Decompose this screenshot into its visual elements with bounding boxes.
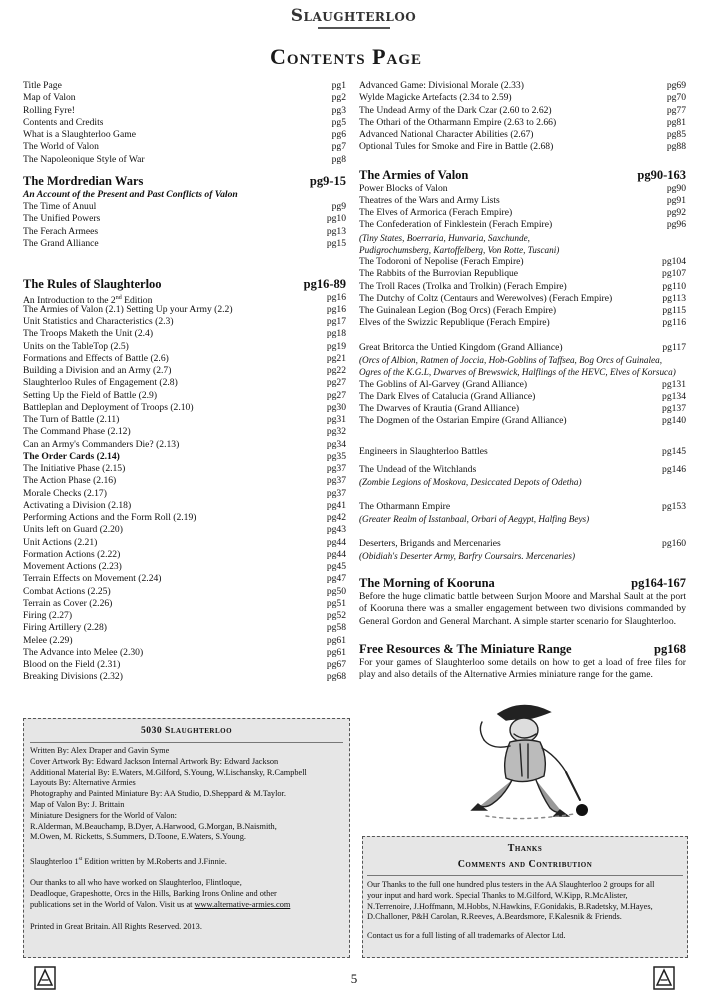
toc-entry-title: Theatres of the Wars and Army Lists	[359, 194, 500, 206]
credits-line: Photography and Painted Miniature By: AA Studio, D.Sheppard & M.Taylor.	[30, 789, 286, 799]
toc-entry-page: pg107	[662, 268, 686, 280]
toc-entry-page: pg2	[331, 92, 346, 104]
toc-entry[interactable]	[23, 92, 346, 104]
toc-entry[interactable]	[23, 671, 346, 683]
toc-entry[interactable]	[23, 129, 346, 141]
toc-entry[interactable]	[23, 117, 346, 129]
section-heading-mordredian: The Mordredian Wars pg9-15	[23, 173, 346, 188]
toc-entry[interactable]	[23, 390, 346, 402]
toc-entry[interactable]	[23, 500, 346, 512]
toc-entry[interactable]	[23, 402, 346, 414]
toc-entry-page: pg37	[326, 475, 346, 487]
toc-entry-title: Performing Actions and the Form Roll (2.19)	[23, 512, 197, 523]
toc-entry[interactable]	[359, 281, 686, 293]
toc-entry-page: pg140	[662, 415, 686, 427]
toc-entry-page: pg32	[326, 426, 346, 438]
toc-entry[interactable]	[23, 647, 346, 659]
toc-entry-title: The Action Phase (2.16)	[23, 475, 117, 487]
toc-entry[interactable]: The Otharmann Empire pg153	[359, 500, 686, 512]
toc-entry[interactable]	[23, 353, 346, 365]
toc-entry[interactable]	[359, 183, 686, 195]
credits-line: Cover Artwork By: Edward Jackson Internal Artwork By: Edward Jackson	[30, 756, 279, 766]
credits-thanks-line: Our thanks to all who have worked on Slaughterloo, Flintloque,	[30, 878, 242, 888]
toc-entry[interactable]	[359, 129, 686, 141]
toc-entry-title: Advanced National Character Abilities (2.67)	[359, 129, 534, 140]
toc-entry-page: pg8	[331, 153, 346, 165]
toc-entry-title: The Advance into Melee (2.30)	[23, 646, 144, 658]
toc-entry-title: The Turn of Battle (2.11)	[23, 414, 120, 425]
toc-entry-title: The Confederation of Finklestein (Ferach Empire)	[359, 219, 553, 231]
toc-entry[interactable]	[359, 219, 686, 231]
toc-entry-title: Formations and Effects of Battle (2.6)	[23, 352, 169, 364]
toc-entry-page: pg85	[666, 129, 686, 140]
thanks-line: N.Terrenoire, J.Hoffmann, M.Hobbs, N.Hawkins, F.Gonidakis, B.Radetsky, M.Hayes,	[367, 901, 653, 911]
toc-entry[interactable]	[23, 213, 346, 225]
toc-entry[interactable]	[23, 316, 346, 328]
toc-entry[interactable]	[23, 622, 346, 634]
army-note: (Zombie Legions of Moskova, Desiccated Depots of Odetha)	[359, 477, 582, 488]
credits-first-edition: Slaughterloo 1st Edition written by M.Roberts and J.Finnie.	[30, 855, 227, 866]
toc-entry-title: Firing (2.27)	[23, 610, 73, 621]
alternative-armies-logo-icon	[653, 966, 675, 990]
section-subtitle: An Account of the Present and Past Conflicts of Valon	[23, 188, 238, 200]
toc-entry[interactable]	[359, 117, 686, 129]
toc-entry-title: The Undead Army of the Dark Czar (2.60 to 2.62)	[359, 104, 552, 116]
toc-entry[interactable]: Engineers in Slaughterloo Battles pg145	[359, 445, 686, 457]
toc-entry-title: The Grand Alliance	[23, 237, 99, 249]
credits-line: Additional Material By: E.Waters, M.Gilford, S.Young, W.Lischansky, R.Campbell	[30, 767, 307, 777]
toc-entry-page: pg17	[326, 316, 346, 327]
toc-entry-title: Melee (2.29)	[23, 634, 73, 646]
thanks-subtitle: Comments and Contribution	[457, 859, 593, 870]
toc-entry-title: Unit Statistics and Characteristics (2.3)	[23, 316, 174, 327]
toc-entry-page: pg91	[666, 194, 686, 206]
toc-entry-title: An Introduction to the 2nd Edition	[23, 294, 153, 304]
toc-entry-title: Can an Army's Commanders Die? (2.13)	[23, 438, 180, 450]
toc-entry-title: Units on the TableTop (2.5)	[23, 340, 129, 352]
toc-entry-title: Morale Checks (2.17)	[23, 487, 107, 499]
toc-entry[interactable]	[23, 201, 346, 213]
toc-entry-page: pg77	[666, 104, 686, 116]
toc-entry-title: The Dwarves of Krautia (Grand Alliance)	[359, 403, 520, 414]
toc-entry[interactable]	[23, 439, 346, 451]
section-heading-kooruna: The Morning of Kooruna pg164-167	[359, 576, 686, 590]
credits-thanks-line: Deadloque, Grapeshotte, Orcs in the Hills, Barking Irons Online and other	[30, 889, 277, 899]
toc-entry[interactable]	[359, 317, 686, 329]
toc-entry-title: Terrain as Cover (2.26)	[23, 597, 113, 609]
contents-right-column	[359, 80, 686, 681]
credits-box	[23, 718, 350, 958]
toc-entry-title: Formation Actions (2.22)	[23, 548, 121, 560]
kooruna-description: Before the huge climatic battle between Surjon Moore and Marshal Sault at the port of Kooruna there was a smaller engagement between two divisions commanded by General Gordon and General Marchant. A simple starter scenario for Slaughterloo.	[359, 591, 686, 627]
toc-entry-page: pg27	[326, 377, 346, 389]
toc-entry-title: Setting Up the Field of Battle (2.9)	[23, 389, 158, 401]
slaughterloo-logo: Slaughterloo	[290, 6, 417, 26]
toc-entry-page: pg110	[662, 280, 686, 292]
toc-entry-title: Battleplan and Deployment of Troops (2.10)	[23, 401, 194, 413]
toc-entry-title: The Unified Powers	[23, 213, 101, 225]
toc-entry[interactable]	[23, 549, 346, 561]
toc-entry[interactable]	[23, 304, 346, 316]
thanks-line: Our Thanks to the full one hundred plus testers in the AA Slaughterloo 2 groups for all	[367, 880, 655, 889]
toc-entry-page: pg37	[326, 463, 346, 474]
toc-entry[interactable]	[359, 391, 686, 403]
thanks-contact: Contact us for a full listing of all trademarks of Alector Ltd.	[367, 931, 566, 941]
toc-entry-title: The Troll Races (Trolka and Trolkin) (Ferach Empire)	[359, 280, 567, 292]
toc-entry-title: The Elves of Armorica (Ferach Empire)	[359, 207, 513, 218]
toc-entry-title: Building a Division and an Army (2.7)	[23, 365, 172, 376]
toc-entry[interactable]	[23, 238, 346, 250]
contents-left-column	[23, 80, 346, 684]
credits-divider	[30, 742, 343, 743]
toc-entry-page: pg45	[326, 561, 346, 572]
toc-entry[interactable]	[23, 341, 346, 353]
toc-entry-title: The Armies of Valon (2.1) Setting Up your Army (2.2)	[23, 303, 233, 315]
credits-thanks-line: publications set in the World of Valon. Visit us at www.alternative-armies.com	[30, 899, 291, 909]
toc-entry[interactable]	[23, 365, 346, 377]
toc-entry[interactable]	[23, 573, 346, 585]
toc-entry-page: pg50	[326, 585, 346, 597]
toc-entry-title: Terrain Effects on Movement (2.24)	[23, 573, 162, 585]
toc-entry-page: pg16	[326, 303, 346, 315]
toc-entry[interactable]	[359, 141, 686, 153]
toc-entry[interactable]	[359, 105, 686, 117]
toc-entry-title: The Order Cards (2.14)	[23, 450, 120, 462]
toc-entry-title: Combat Actions (2.25)	[23, 585, 111, 597]
toc-entry-page: pg21	[326, 352, 346, 364]
credits-line: Map of Valon By: J. Brittain	[30, 799, 125, 809]
toc-entry-page: pg27	[326, 389, 346, 401]
toc-entry-title: Contents and Credits	[23, 116, 104, 128]
toc-entry-title: Power Blocks of Valon	[359, 182, 448, 194]
toc-entry-page: pg42	[326, 512, 346, 523]
section-heading-resources: Free Resources & The Miniature Range pg168	[359, 641, 686, 656]
toc-entry-page: pg69	[666, 80, 686, 91]
toc-entry-title: The Todoroni of Nepolise (Ferach Empire)	[359, 256, 524, 267]
credits-line: Miniature Designers for the World of Valon:	[30, 810, 177, 820]
toc-entry[interactable]	[23, 463, 346, 475]
toc-entry[interactable]	[23, 635, 346, 647]
toc-entry-page: pg3	[331, 104, 346, 116]
toc-entry[interactable]	[359, 268, 686, 280]
toc-entry[interactable]	[23, 610, 346, 622]
toc-entry-page: pg31	[326, 414, 346, 425]
toc-entry[interactable]	[23, 328, 346, 340]
army-note: (Tiny States, Boerraria, Hunvaria, Saxchunde,	[359, 232, 530, 243]
army-note: (Greater Realm of Isstanbaal, Orbari of Aegypt, Halfing Beys)	[359, 514, 590, 524]
toc-entry-page: pg10	[326, 213, 346, 225]
toc-entry-title: The Dark Elves of Catalucia (Grand Alliance)	[359, 390, 536, 402]
toc-entry-page: pg44	[326, 548, 346, 560]
credits-line: M.Owen, M. Ricketts, S.Summers, D.Toone, E.Waters, S.Young.	[30, 832, 246, 842]
toc-entry-title: Wylde Magicke Artefacts (2.34 to 2.59)	[359, 92, 512, 104]
page-title: Contents Page	[270, 44, 423, 69]
toc-entry-page: pg35	[326, 450, 346, 462]
toc-entry[interactable]	[23, 154, 346, 166]
orc-soldier-illustration	[462, 700, 594, 828]
toc-entry-page: pg88	[666, 141, 686, 153]
section-heading-rules: The Rules of Slaughterloo pg16-89	[23, 276, 346, 291]
army-note: (Obidiah's Deserter Army, Barfry Coursairs. Mercenaries)	[359, 550, 576, 561]
toc-entry[interactable]	[23, 659, 346, 671]
toc-entry-page: pg7	[331, 141, 346, 153]
toc-entry-title: Units left on Guard (2.20)	[23, 524, 123, 536]
toc-entry-title: Movement Actions (2.23)	[23, 561, 122, 572]
toc-entry-page: pg43	[326, 524, 346, 536]
toc-entry-title: The Troops Maketh the Unit (2.4)	[23, 328, 154, 340]
toc-entry-page: pg70	[666, 92, 686, 104]
toc-entry-page: pg18	[326, 328, 346, 340]
toc-entry[interactable]	[359, 195, 686, 207]
toc-entry-page: pg134	[662, 390, 686, 402]
toc-entry-page: pg92	[666, 207, 686, 218]
resources-description: For your games of Slaughterloo some details on how to get a load of free files for play and also details of the Alternative Armies miniature range for the game.	[359, 656, 686, 680]
toc-entry-page: pg22	[326, 365, 346, 376]
toc-entry[interactable]: The Undead of the Witchlands pg146	[359, 464, 686, 475]
thanks-line: your input and hard work. Special Thanks to M.Gilford, W.Kipp, R.McAlister,	[367, 890, 628, 900]
toc-entry-page: pg9	[331, 201, 346, 212]
toc-entry-page: pg19	[326, 340, 346, 352]
toc-entry-page: pg96	[666, 219, 686, 231]
toc-entry-page: pg41	[326, 499, 346, 511]
toc-entry-page: pg104	[662, 256, 686, 267]
toc-entry[interactable]	[359, 403, 686, 415]
toc-entry[interactable]: Great Britorca the Untied Kingdom (Grand Alliance) pg117	[359, 341, 686, 353]
toc-entry-title: The Napoleonique Style of War	[23, 153, 145, 165]
toc-entry[interactable]	[23, 524, 346, 536]
toc-entry-title: The Dogmen of the Ostarian Empire (Grand Alliance)	[359, 415, 567, 427]
thanks-box	[362, 836, 688, 958]
toc-entry-title: Blood on the Field (2.31)	[23, 659, 121, 670]
thanks-divider	[367, 875, 683, 876]
toc-entry[interactable]	[23, 105, 346, 117]
toc-entry-title: The Time of Anuul	[23, 201, 97, 212]
toc-entry[interactable]	[359, 80, 686, 92]
toc-entry-title: The Rabbits of the Burrovian Republique	[359, 268, 519, 280]
toc-entry-title: Rolling Fyre!	[23, 104, 75, 116]
toc-entry-page: pg13	[326, 225, 346, 237]
toc-entry-page: pg131	[662, 378, 686, 390]
toc-entry[interactable]	[23, 537, 346, 549]
toc-entry-page: pg113	[662, 292, 686, 304]
toc-entry[interactable]	[23, 226, 346, 238]
toc-entry-page: pg15	[326, 237, 346, 249]
toc-entry[interactable]	[23, 377, 346, 389]
credits-line: Written By: Alex Draper and Gavin Syme	[30, 746, 170, 755]
toc-entry-title: Optional Tules for Smoke and Fire in Battle (2.68)	[359, 141, 554, 153]
toc-entry[interactable]	[23, 561, 346, 573]
website-link[interactable]: www.alternative-armies.com	[194, 899, 291, 909]
toc-entry[interactable]	[359, 256, 686, 268]
toc-entry-title: Breaking Divisions (2.32)	[23, 671, 123, 683]
section-heading-armies: The Armies of Valon pg90-163	[359, 167, 686, 182]
toc-entry-title: The Othari of the Otharmann Empire (2.63 to 2.66)	[359, 116, 557, 128]
toc-entry-page: pg137	[662, 403, 686, 414]
toc-entry-title: The Command Phase (2.12)	[23, 426, 131, 438]
toc-entry-page: pg37	[326, 487, 346, 499]
toc-entry-page: pg6	[331, 129, 346, 140]
toc-entry-page: pg34	[326, 438, 346, 450]
page-number: 5	[350, 971, 358, 986]
toc-entry-page: pg47	[326, 573, 346, 585]
toc-entry-title: The World of Valon	[23, 141, 99, 153]
thanks-line: D.Challoner, P&H Carolan, R.Reeves, A.Beardsmore, F.Kalesnik & Friends.	[367, 912, 622, 922]
toc-entry[interactable]	[359, 305, 686, 317]
toc-entry[interactable]	[23, 292, 346, 304]
toc-entry-title: What is a Slaughterloo Game	[23, 129, 136, 140]
credits-line: R.Alderman, M.Beauchamp, B.Dyer, A.Harwood, G.Morgan, B.Naismith,	[30, 821, 277, 831]
toc-entry[interactable]	[23, 512, 346, 524]
toc-entry[interactable]	[359, 293, 686, 305]
toc-entry-page: pg90	[666, 182, 686, 194]
toc-entry-title: The Goblins of Al-Garvey (Grand Alliance)	[359, 378, 528, 390]
credits-printed: Printed in Great Britain. All Rights Reserved. 2013.	[30, 921, 202, 931]
toc-entry[interactable]	[23, 586, 346, 598]
toc-entry-page: pg61	[326, 634, 346, 646]
toc-entry-page: pg81	[666, 116, 686, 128]
toc-entry-title: Map of Valon	[23, 92, 76, 104]
toc-entry-page: pg116	[662, 317, 686, 329]
toc-entry[interactable]	[359, 415, 686, 427]
toc-entry-page: pg51	[326, 597, 346, 609]
alternative-armies-logo-icon	[34, 966, 56, 990]
toc-entry-title: Activating a Division (2.18)	[23, 499, 132, 511]
toc-entry[interactable]	[359, 92, 686, 104]
toc-entry-page: pg68	[326, 671, 346, 683]
toc-entry-page: pg67	[326, 659, 346, 670]
toc-entry-page: pg115	[662, 305, 686, 316]
toc-entry-page: pg58	[326, 622, 346, 634]
toc-entry-page: pg1	[331, 80, 346, 91]
toc-entry[interactable]	[23, 475, 346, 487]
toc-entry[interactable]	[23, 488, 346, 500]
toc-entry-page: pg61	[326, 646, 346, 658]
toc-entry-title: The Ferach Armees	[23, 225, 99, 237]
toc-entry-page: pg5	[331, 116, 346, 128]
toc-entry-page: pg16	[326, 291, 346, 303]
toc-entry[interactable]	[23, 598, 346, 610]
army-note: Ogres of the K.G.L, Dwarves of Brewswick, Halflings of the HEVC, Elves of Korsuca)	[359, 367, 676, 378]
toc-entry-title: Advanced Game: Divisional Morale (2.33)	[359, 80, 524, 91]
toc-entry-page: pg52	[326, 610, 346, 621]
toc-entry-page: pg30	[326, 401, 346, 413]
toc-entry-title: The Initiative Phase (2.15)	[23, 463, 126, 474]
toc-entry[interactable]	[23, 80, 346, 92]
logo-underline	[318, 27, 390, 29]
toc-entry-title: The Dutchy of Coltz (Centaurs and Werewolves) (Ferach Empire)	[359, 292, 613, 304]
credits-line: Layouts By: Alternative Armies	[30, 778, 136, 788]
toc-entry[interactable]	[23, 426, 346, 438]
toc-entry[interactable]	[23, 451, 346, 463]
toc-entry-title: Slaughterloo Rules of Engagement (2.8)	[23, 377, 178, 389]
toc-entry-page: pg44	[326, 536, 346, 548]
toc-entry-title: Unit Actions (2.21)	[23, 536, 98, 548]
toc-entry[interactable]	[23, 141, 346, 153]
toc-entry-title: Title Page	[23, 80, 62, 91]
toc-entry-title: The Guinalean Legion (Bog Orcs) (Ferach Empire)	[359, 305, 557, 316]
toc-entry[interactable]	[23, 414, 346, 426]
toc-entry[interactable]	[359, 379, 686, 391]
toc-entry-title: Elves of the Swizzic Republique (Ferach Empire)	[359, 317, 550, 329]
credits-title: 5030 Slaughterloo	[140, 725, 233, 736]
toc-entry[interactable]: Deserters, Brigands and Mercenaries pg160	[359, 537, 686, 549]
army-note: Pudigrochumsberg, Kartoffelberg, Von Rotte, Tuscani)	[359, 244, 560, 255]
toc-entry[interactable]	[359, 207, 686, 219]
thanks-title: Thanks	[507, 843, 543, 854]
army-note: (Orcs of Albion, Ratmen of Joccia, Hob-Goblins of Taffsea, Bog Orcs of Guinalea,	[359, 355, 662, 365]
toc-entry-title: Firing Artillery (2.28)	[23, 622, 107, 634]
